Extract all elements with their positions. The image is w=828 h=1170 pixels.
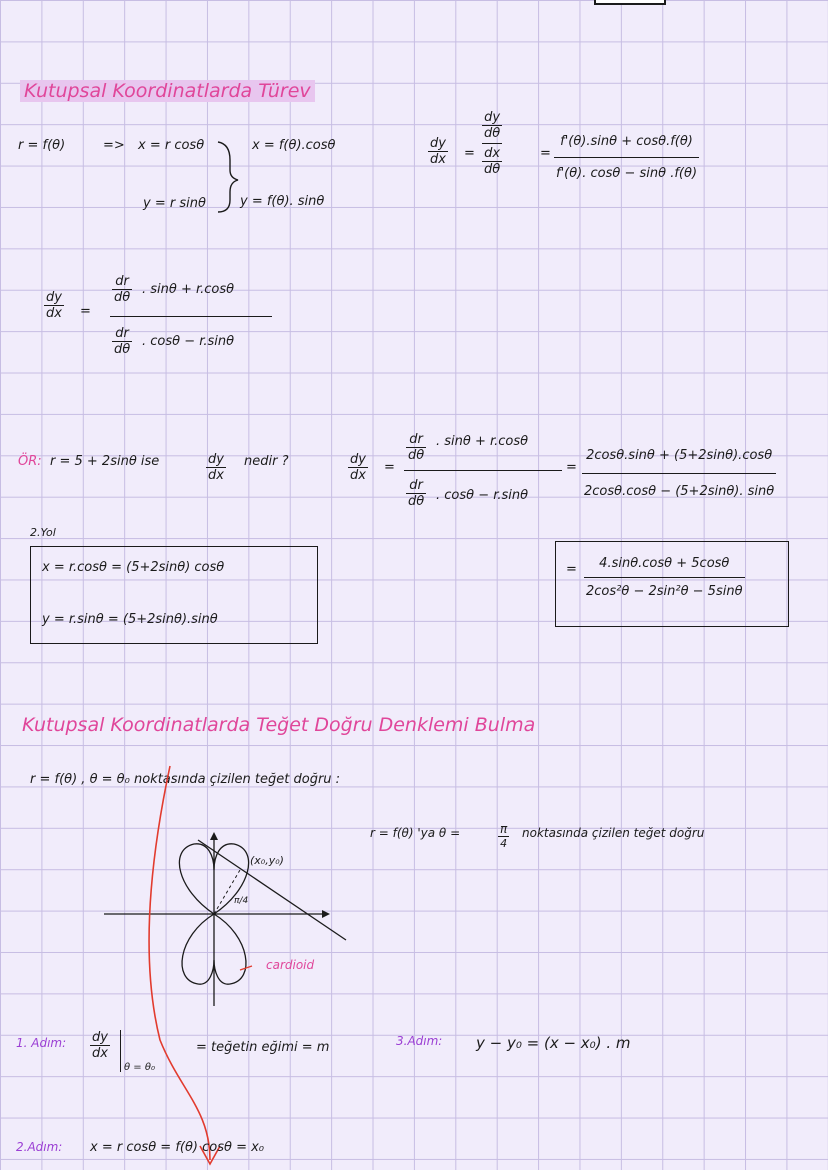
step1-eval: θ = θ₀	[124, 1062, 155, 1073]
dydx-lhs: dy dx	[46, 290, 62, 321]
equals-sign-5: =	[566, 460, 577, 475]
tangent-intro: r = f(θ) , θ = θ₀ noktasında çizilen teğet doğru :	[30, 772, 341, 787]
step2-text: x = r cosθ = f(θ) cosθ = x₀	[90, 1140, 265, 1155]
title-tangent-line: Kutupsal Koordinatlarda Teğet Doğru Denklemi Bulma	[22, 714, 536, 736]
example-num-rest: . sinθ + r.cosθ	[436, 434, 529, 449]
x-equation: x = r cosθ	[138, 138, 205, 153]
numerator-rest: . sinθ + r.cosθ	[142, 282, 235, 297]
right-note-2: noktasında çizilen teğet doğru	[522, 826, 705, 840]
example-dr-den: dr dθ	[408, 478, 425, 509]
main-fraction-bar	[110, 316, 272, 317]
dy-dtheta-over-dx-dtheta: dy dθ dx dθ	[484, 110, 501, 178]
final-answer-fraction: 4.sinθ.cosθ + 5cosθ 2cos²θ − 2sin²θ − 5sinθ	[586, 556, 743, 599]
red-annotation-arrow	[130, 760, 250, 1170]
step1-dydx: dy dx	[92, 1030, 108, 1061]
x-result: x = f(θ).cosθ	[252, 138, 336, 153]
y-equation: y = r sinθ	[143, 196, 206, 211]
step1-text: = teğetin eğimi = m	[196, 1040, 330, 1055]
example-fraction-bar	[404, 470, 562, 471]
y-parametric: y = r.sinθ = (5+2sinθ).sinθ	[42, 612, 218, 627]
example-label: ÖR:	[18, 454, 42, 469]
example-dydx: dy dx	[350, 452, 366, 483]
example-expanded-fraction: 2cosθ.sinθ + (5+2sinθ).cosθ 2cosθ.cosθ − (5+2sinθ). sinθ	[584, 448, 775, 499]
second-way-label: 2.Yol	[30, 526, 56, 539]
y-result: y = f(θ). sinθ	[240, 194, 325, 209]
step2-label: 2.Adım:	[16, 1140, 63, 1154]
equals-sign-3: =	[80, 304, 91, 319]
dydx-fraction: dy dx	[430, 136, 446, 167]
final-equals: =	[566, 562, 577, 577]
dr-dtheta-num: dr dθ	[114, 274, 131, 305]
example-den-rest: . cosθ − r.sinθ	[436, 488, 529, 503]
example-dr-num: dr dθ	[408, 432, 425, 463]
step3-label: 3.Adım:	[396, 1034, 443, 1048]
step1-label: 1. Adım:	[16, 1036, 67, 1050]
example-problem: r = 5 + 2sinθ ise	[50, 454, 160, 469]
eval-bar	[120, 1030, 121, 1072]
denominator-rest: . cosθ − r.sinθ	[142, 334, 235, 349]
implies-arrow: =>	[103, 138, 125, 153]
equals-sign-4: =	[384, 460, 395, 475]
right-note: r = f(θ) 'ya θ =	[370, 826, 461, 840]
x-parametric: x = r.cosθ = (5+2sinθ) cosθ	[42, 560, 225, 575]
equals-sign-2: =	[540, 146, 551, 161]
pi-over-4: π 4	[500, 822, 508, 850]
equals-sign: =	[464, 146, 475, 161]
title-polar-derivative: Kutupsal Koordinatlarda Türev	[20, 80, 315, 102]
cardioid-label: cardioid	[266, 958, 315, 972]
example-question-fraction: dy dx	[208, 452, 224, 483]
angle-label: π/4	[234, 896, 249, 906]
r-equation: r = f(θ)	[18, 138, 66, 153]
dr-dtheta-den: dr dθ	[114, 326, 131, 357]
step3-text: y − y₀ = (x − x₀) . m	[476, 1034, 631, 1052]
derivative-result-fraction: f'(θ).sinθ + cosθ.f(θ) f'(θ). cosθ − sinθ .f(θ)	[556, 134, 698, 181]
top-tab-mark	[594, 0, 666, 5]
point-label: (x₀,y₀)	[250, 854, 284, 867]
example-question-text: nedir ?	[244, 454, 289, 469]
